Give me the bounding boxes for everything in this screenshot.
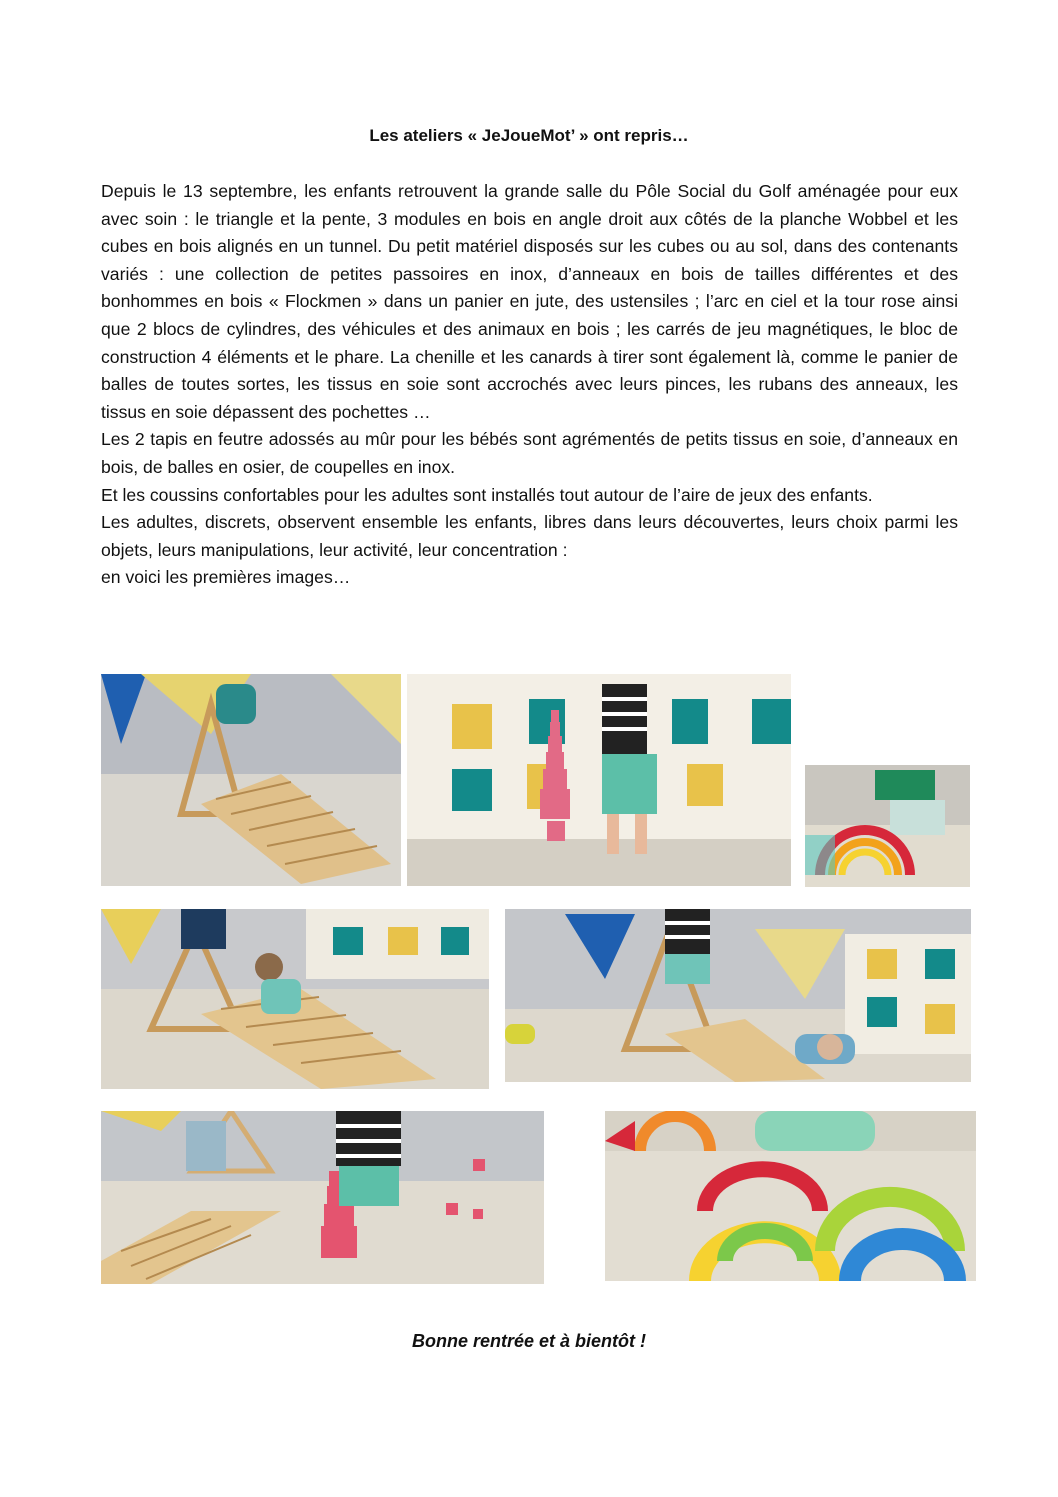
paragraph-1: Depuis le 13 septembre, les enfants retrouvent la grande salle du Pôle Social du Golf aménagée pour eux avec soin : le triangle et la pente, 3 modules en bois en angle droit aux côtés de la planche Wobbel et les cubes en bois alignés en un tunnel. Du petit matériel disposés sur les cubes ou au sol, dans des contenants variés : une collection de petites passoires en inox, d’anneaux en bois de tailles différentes et des bonhommes en bois « Flockmen » dans un panier en jute, des ustensiles ; l’arc en ciel et la tour rose ainsi que 2 blocs de cylindres, des véhicules et des animaux en bois ; les carrés de jeu magnétiques, le bloc de construction 4 éléments et le phare. La chenille et les canards à tirer sont également là, comme le panier de balles de toutes sortes, les tissus en soie sont accrochés avec leurs pinces, les rubans des anneaux, les tissus en soie dépassent des pochettes … xyxy=(101,181,958,422)
photo-triangle-ramp xyxy=(101,674,401,886)
paragraph-3: Et les coussins confortables pour les adultes sont installés tout autour de l’aire de jeux des enfants. xyxy=(101,484,873,505)
body-text xyxy=(101,178,958,592)
document-title: Les ateliers « JeJoueMot’ » ont repris… xyxy=(369,126,689,145)
photo-room-wide xyxy=(505,909,971,1082)
photo-rainbow-arch xyxy=(805,765,970,887)
photo-pink-cubes xyxy=(101,1111,544,1284)
photo-arches-closeup xyxy=(605,1111,976,1281)
paragraph-4: Les adultes, discrets, observent ensemble les enfants, libres dans leurs découvertes, leurs choix parmi les objets, leurs manipulations, leur activité, leur concentration : xyxy=(101,512,958,560)
photo-pink-tower xyxy=(407,674,791,886)
closing-text: Bonne rentrée et à bientôt ! xyxy=(411,1331,647,1351)
paragraph-5: en voici les premières images… xyxy=(101,567,351,588)
photo-climbing-children xyxy=(101,909,489,1089)
paragraph-2: Les 2 tapis en feutre adossés au mûr pour les bébés sont agrémentés de petits tissus en soie, d’anneaux en bois, de balles en osier, de coupelles en inox. xyxy=(101,429,958,477)
